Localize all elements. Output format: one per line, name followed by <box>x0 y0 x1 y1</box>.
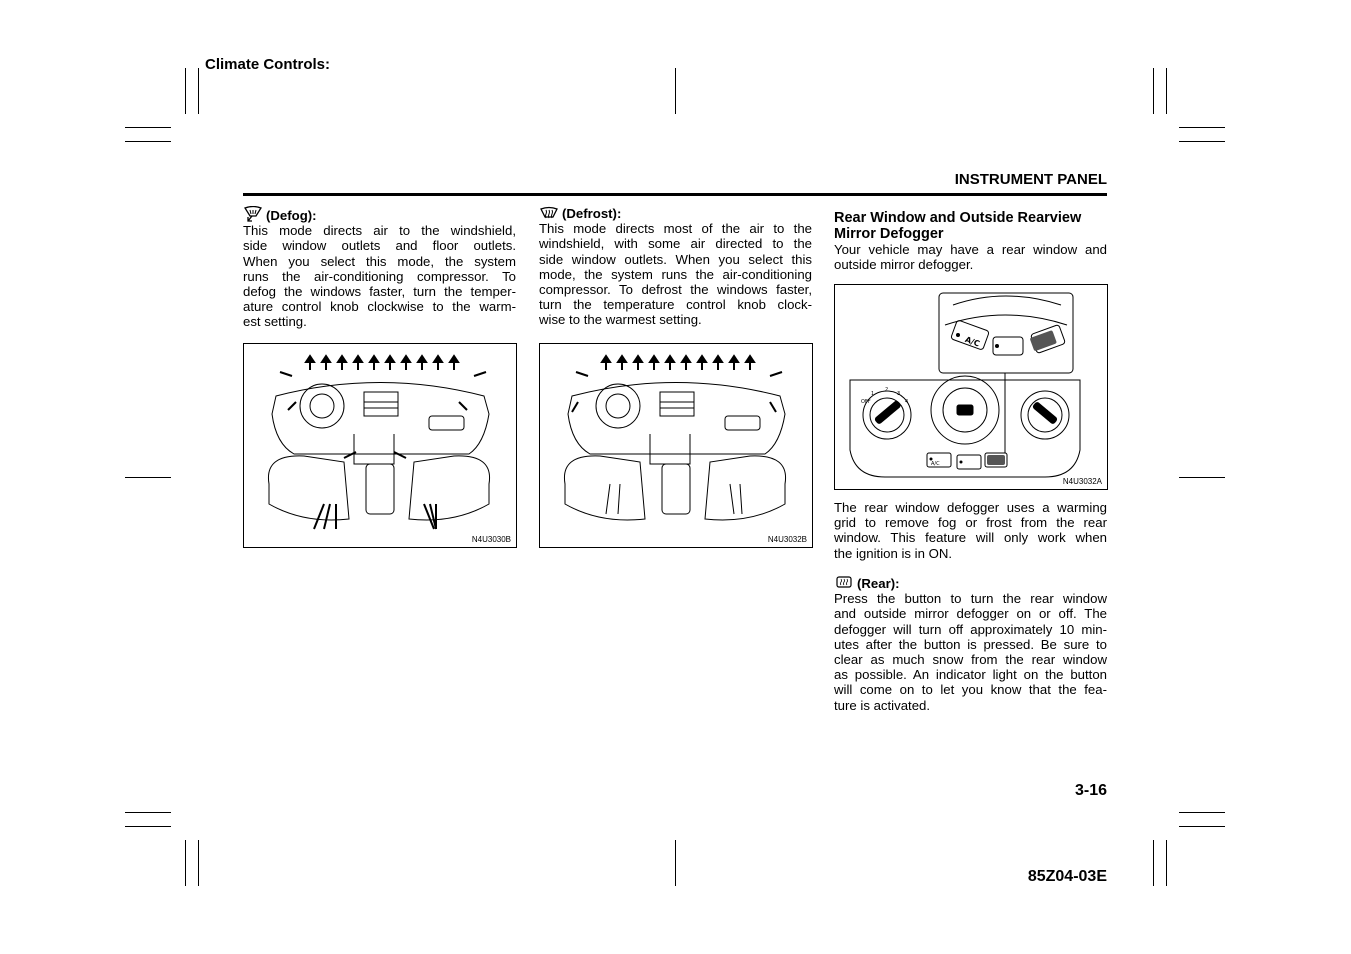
defog-line: side window outlets and floor outlets. <box>243 238 516 254</box>
figure-code: N4U3030B <box>471 535 511 544</box>
header-rule <box>243 193 1107 196</box>
defog-line: When you select this mode, the system <box>243 253 516 269</box>
section-title: INSTRUMENT PANEL <box>954 171 1107 188</box>
defrost-heading: (Defrost): <box>562 206 622 221</box>
figure-code: N4U3032A <box>1062 477 1102 486</box>
defrost-section <box>539 206 812 328</box>
document-code: 85Z04-03E <box>1027 868 1107 885</box>
rear-defogger-icon <box>834 576 854 590</box>
defrost-line: turn the temperature control knob clock- <box>539 297 812 313</box>
page-number: 3-16 <box>1074 782 1107 799</box>
rear-line: ture is activated. <box>834 697 931 713</box>
ac-label: A/C <box>963 334 981 349</box>
defrost-line: windshield, with some air directed to the <box>539 236 812 252</box>
intro-line: outside mirror defogger. <box>834 257 974 273</box>
defog-line: ature control knob clockwise to the warm- <box>243 299 516 315</box>
off-label: OFF <box>861 399 871 405</box>
fan-speed-4: 4 <box>905 399 909 405</box>
rear-defogger-title-line: Rear Window and Outside Rearview <box>834 210 1082 226</box>
ac-small-label: A/C <box>931 461 940 467</box>
intro-line: Your vehicle may have a rear window and <box>834 242 1107 257</box>
defog-line: This mode directs air to the windshield, <box>243 223 516 239</box>
defog-line: est setting. <box>243 314 307 330</box>
defrost-line: wise to the warmest setting. <box>539 312 702 328</box>
dashboard-airflow-illustration <box>244 344 516 547</box>
rear-button-section <box>834 576 1107 713</box>
defrost-mode-icon <box>539 206 559 220</box>
defog-mode-icon <box>243 206 263 222</box>
defrost-line: compressor. To defrost the windows faster, <box>539 282 812 298</box>
rear-line: Press the button to turn the rear window <box>834 591 1107 607</box>
rear-line: utes after the button is pressed. Be sure to <box>834 636 1107 652</box>
dashboard-airflow-illustration <box>540 344 812 547</box>
rear-line: and outside mirror defogger on or off. The <box>834 606 1107 622</box>
body-line: The rear window defogger uses a warming <box>834 500 1107 515</box>
rear-line: as possible. An indicator light on the button <box>834 667 1107 683</box>
defrost-airflow-figure <box>539 343 813 548</box>
defrost-line: side window outlets. When you select this <box>539 251 812 267</box>
fan-speed-3: 3 <box>897 391 901 397</box>
defog-heading: (Defog): <box>266 208 317 223</box>
body-line: window. This feature will only work when <box>834 530 1107 546</box>
rear-defogger-body <box>834 500 1107 561</box>
rear-line: clear as much snow from the rear window <box>834 652 1107 668</box>
defrost-line: mode, the system runs the air-conditioning <box>539 266 812 282</box>
defog-section <box>243 206 516 330</box>
figure-code: N4U3032B <box>767 535 807 544</box>
defog-line: runs the air-conditioning compressor. To <box>243 268 516 284</box>
chapter-title: Climate Controls: <box>205 56 331 73</box>
control-panel-illustration <box>835 285 1107 489</box>
rear-defogger-section <box>834 210 1107 272</box>
rear-line: defogger will turn off approximately 10 min- <box>834 621 1107 637</box>
fan-speed-1: 1 <box>871 391 875 397</box>
body-line: the ignition is in ON. <box>834 545 953 561</box>
defog-line: defog the windows faster, turn the temper- <box>243 284 516 300</box>
defrost-line: This mode directs most of the air to the <box>539 221 812 237</box>
fan-speed-2: 2 <box>885 387 889 393</box>
rear-line: will come on to let you know that the fea- <box>834 682 1107 698</box>
climate-control-panel-figure <box>834 284 1108 490</box>
rear-defogger-title-line: Mirror Defogger <box>834 226 944 242</box>
defog-airflow-figure <box>243 343 517 548</box>
body-line: grid to remove fog or frost from the rear <box>834 515 1107 531</box>
rear-heading: (Rear): <box>857 576 900 591</box>
